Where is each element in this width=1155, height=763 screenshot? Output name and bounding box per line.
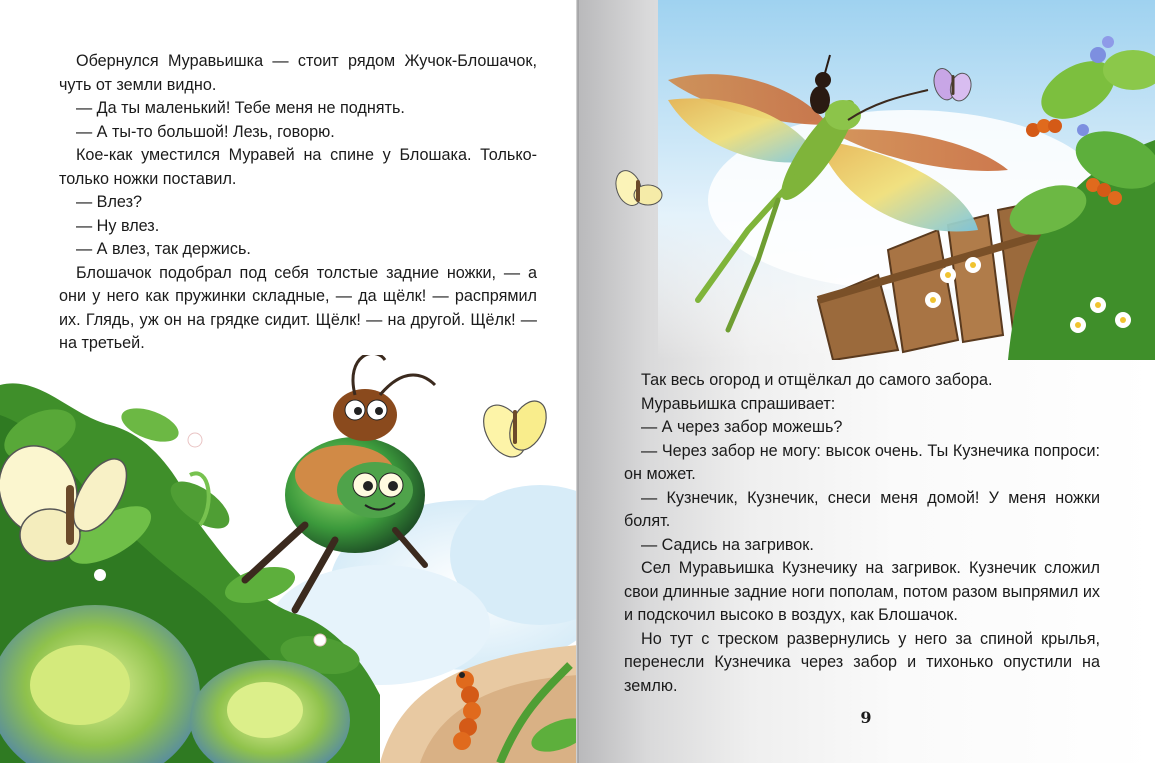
page-number: 9 bbox=[860, 708, 872, 727]
paragraph: — А влез, так держись. bbox=[76, 240, 251, 258]
paragraph: Но тут с треском развернулись у него за спиной крылья, перенесли Кузнечика через забор и тихонько опустили на землю. bbox=[624, 629, 1100, 695]
paragraph: Обернулся Муравьишка — стоит рядом Жучок-Блошачок, чуть от земли видно. bbox=[59, 52, 537, 94]
paragraph: — А ты-то большой! Лезь, говорю. bbox=[76, 122, 335, 141]
paragraph: — Да ты маленький! Тебе меня не поднять. bbox=[76, 99, 405, 117]
right-page bbox=[578, 0, 1155, 763]
beetle-garden-illustration bbox=[0, 355, 578, 763]
paragraph: — Влез? bbox=[76, 193, 142, 211]
paragraph: — А через забор можешь? bbox=[641, 418, 843, 436]
grasshopper-fence-illustration bbox=[578, 0, 1155, 360]
butterfly bbox=[475, 395, 553, 464]
butterfly bbox=[611, 167, 662, 209]
paragraph: — Через забор не могу: высок очень. Ты Кузнечика попроси: он может. bbox=[624, 441, 1100, 483]
book-spine bbox=[576, 0, 580, 763]
right-page-text bbox=[624, 369, 1100, 698]
paragraph: — Ну влез. bbox=[76, 216, 160, 235]
paragraph: — Садись на загривок. bbox=[641, 535, 814, 554]
paragraph: Кое-как уместился Муравей на спине у Блошака. Только-только ножки поставил. bbox=[59, 146, 537, 188]
paragraph: — Кузнечик, Кузнечик, снеси меня домой! У меня ножки болят. bbox=[624, 488, 1100, 530]
paragraph: Муравьишка спрашивает: bbox=[641, 394, 836, 413]
paragraph: Так весь огород и отщёлкал до самого забора. bbox=[641, 371, 993, 389]
paragraph: Блошачок подобрал под себя толстые задние ножки, — а они у него как пружинки складные, — да щёлк! — распрямил их. Глядь, уж он на грядке сидит. Щёлк! — на другой. Щёлк! — на третьей. bbox=[59, 263, 537, 352]
left-page-text bbox=[59, 50, 537, 356]
paragraph: Сел Муравьишка Кузнечику на загривок. Кузнечик сложил свои длинные задние ноги пополам, потом разом выпрямил их и подскочил высоко в воздух, как Блошачок. bbox=[624, 559, 1100, 624]
